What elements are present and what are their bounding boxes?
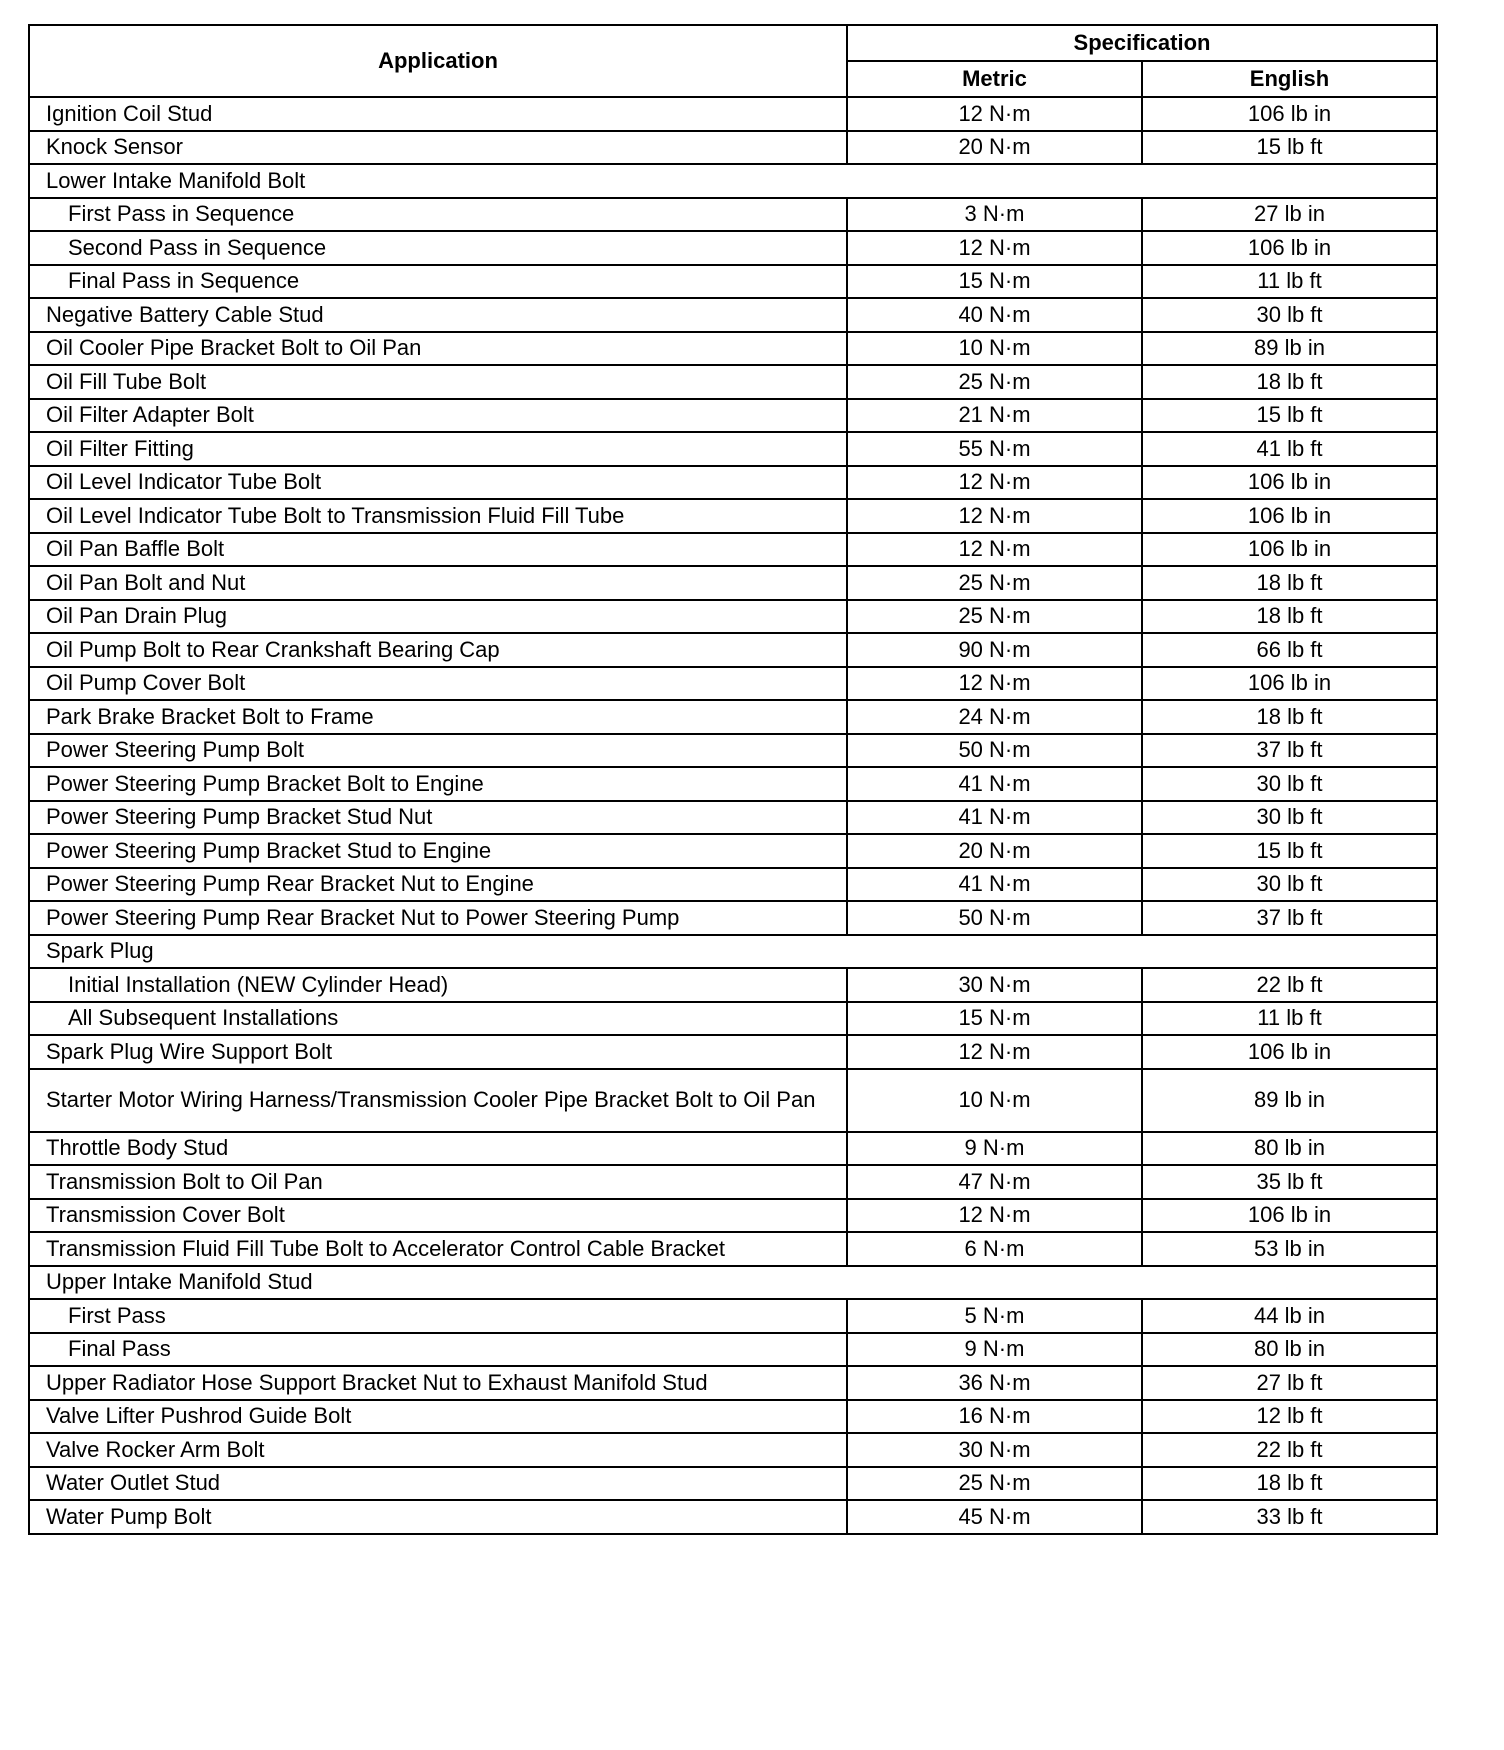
metric-cell: 12 N·m: [847, 231, 1142, 265]
table-row: [29, 499, 1437, 533]
metric-cell: 41 N·m: [847, 868, 1142, 902]
english-cell: 66 lb ft: [1142, 633, 1437, 667]
english-cell: 27 lb ft: [1142, 1366, 1437, 1400]
metric-cell: 40 N·m: [847, 298, 1142, 332]
english-cell: 37 lb ft: [1142, 901, 1437, 935]
table-row: [29, 332, 1437, 366]
english-cell: 30 lb ft: [1142, 767, 1437, 801]
english-cell: 44 lb in: [1142, 1299, 1437, 1333]
table-group-row: [29, 1266, 1437, 1300]
application-cell: Oil Fill Tube Bolt: [29, 365, 847, 399]
specification-header: Specification: [847, 25, 1437, 61]
english-cell: 15 lb ft: [1142, 131, 1437, 165]
application-cell: Oil Pump Cover Bolt: [29, 667, 847, 701]
metric-cell: 25 N·m: [847, 566, 1142, 600]
application-cell: Valve Lifter Pushrod Guide Bolt: [29, 1400, 847, 1434]
application-cell: Final Pass in Sequence: [29, 265, 847, 299]
application-cell: All Subsequent Installations: [29, 1002, 847, 1036]
application-cell: Transmission Fluid Fill Tube Bolt to Accelerator Control Cable Bracket: [29, 1232, 847, 1266]
group-label: Spark Plug: [29, 935, 1437, 969]
application-cell: Oil Level Indicator Tube Bolt: [29, 466, 847, 500]
table-row: [29, 466, 1437, 500]
table-group-row: [29, 935, 1437, 969]
table-row: [29, 968, 1437, 1002]
table-row: [29, 399, 1437, 433]
english-cell: 30 lb ft: [1142, 801, 1437, 835]
metric-cell: 10 N·m: [847, 332, 1142, 366]
application-cell: Ignition Coil Stud: [29, 97, 847, 131]
english-cell: 106 lb in: [1142, 1199, 1437, 1233]
application-cell: Oil Pan Drain Plug: [29, 600, 847, 634]
english-cell: 18 lb ft: [1142, 365, 1437, 399]
english-cell: 30 lb ft: [1142, 298, 1437, 332]
metric-cell: 41 N·m: [847, 767, 1142, 801]
english-cell: 35 lb ft: [1142, 1165, 1437, 1199]
metric-cell: 47 N·m: [847, 1165, 1142, 1199]
table-row: [29, 1002, 1437, 1036]
table-row: [29, 1433, 1437, 1467]
english-cell: 11 lb ft: [1142, 1002, 1437, 1036]
application-cell: Power Steering Pump Rear Bracket Nut to Engine: [29, 868, 847, 902]
application-cell: Throttle Body Stud: [29, 1132, 847, 1166]
english-cell: 18 lb ft: [1142, 566, 1437, 600]
metric-cell: 12 N·m: [847, 533, 1142, 567]
application-cell: Valve Rocker Arm Bolt: [29, 1433, 847, 1467]
table-row: [29, 1232, 1437, 1266]
metric-cell: 41 N·m: [847, 801, 1142, 835]
metric-cell: 90 N·m: [847, 633, 1142, 667]
application-cell: Power Steering Pump Bracket Bolt to Engine: [29, 767, 847, 801]
metric-cell: 25 N·m: [847, 1467, 1142, 1501]
table-row: [29, 1500, 1437, 1534]
metric-cell: 20 N·m: [847, 834, 1142, 868]
table-row: [29, 1467, 1437, 1501]
table-row: [29, 700, 1437, 734]
application-cell: Oil Level Indicator Tube Bolt to Transmission Fluid Fill Tube: [29, 499, 847, 533]
metric-cell: 15 N·m: [847, 265, 1142, 299]
metric-header: Metric: [847, 61, 1142, 97]
application-cell: Water Pump Bolt: [29, 1500, 847, 1534]
application-cell: Upper Radiator Hose Support Bracket Nut to Exhaust Manifold Stud: [29, 1366, 847, 1400]
metric-cell: 12 N·m: [847, 466, 1142, 500]
metric-cell: 36 N·m: [847, 1366, 1142, 1400]
table-row: [29, 365, 1437, 399]
metric-cell: 25 N·m: [847, 365, 1142, 399]
metric-cell: 30 N·m: [847, 1433, 1142, 1467]
english-cell: 41 lb ft: [1142, 432, 1437, 466]
application-cell: Park Brake Bracket Bolt to Frame: [29, 700, 847, 734]
application-cell: Oil Cooler Pipe Bracket Bolt to Oil Pan: [29, 332, 847, 366]
table-row: [29, 198, 1437, 232]
table-row: [29, 633, 1437, 667]
table-row: [29, 801, 1437, 835]
english-cell: 89 lb in: [1142, 332, 1437, 366]
metric-cell: 25 N·m: [847, 600, 1142, 634]
application-cell: Power Steering Pump Rear Bracket Nut to Power Steering Pump: [29, 901, 847, 935]
table-row: [29, 868, 1437, 902]
application-header: Application: [29, 25, 847, 97]
english-cell: 18 lb ft: [1142, 700, 1437, 734]
metric-cell: 50 N·m: [847, 901, 1142, 935]
english-cell: 22 lb ft: [1142, 968, 1437, 1002]
table-row: [29, 734, 1437, 768]
application-cell: Power Steering Pump Bracket Stud to Engine: [29, 834, 847, 868]
table-header: [29, 25, 1437, 97]
english-cell: 22 lb ft: [1142, 1433, 1437, 1467]
metric-cell: 9 N·m: [847, 1132, 1142, 1166]
application-cell: Water Outlet Stud: [29, 1467, 847, 1501]
application-cell: Power Steering Pump Bolt: [29, 734, 847, 768]
table-row: [29, 1333, 1437, 1367]
metric-cell: 5 N·m: [847, 1299, 1142, 1333]
application-cell: Initial Installation (NEW Cylinder Head): [29, 968, 847, 1002]
table-row: [29, 667, 1437, 701]
english-cell: 18 lb ft: [1142, 1467, 1437, 1501]
table-row: [29, 1400, 1437, 1434]
english-cell: 15 lb ft: [1142, 399, 1437, 433]
metric-cell: 12 N·m: [847, 1035, 1142, 1069]
metric-cell: 30 N·m: [847, 968, 1142, 1002]
metric-cell: 12 N·m: [847, 97, 1142, 131]
table-row: [29, 901, 1437, 935]
metric-cell: 24 N·m: [847, 700, 1142, 734]
english-cell: 80 lb in: [1142, 1132, 1437, 1166]
application-cell: Spark Plug Wire Support Bolt: [29, 1035, 847, 1069]
english-cell: 33 lb ft: [1142, 1500, 1437, 1534]
application-cell: Oil Pan Bolt and Nut: [29, 566, 847, 600]
table-row: [29, 1132, 1437, 1166]
application-cell: Transmission Bolt to Oil Pan: [29, 1165, 847, 1199]
torque-specification-table: [28, 24, 1438, 1535]
metric-cell: 6 N·m: [847, 1232, 1142, 1266]
table-row: [29, 265, 1437, 299]
application-cell: Transmission Cover Bolt: [29, 1199, 847, 1233]
metric-cell: 10 N·m: [847, 1069, 1142, 1132]
group-label: Upper Intake Manifold Stud: [29, 1266, 1437, 1300]
table-group-row: [29, 164, 1437, 198]
metric-cell: 3 N·m: [847, 198, 1142, 232]
table-row: [29, 533, 1437, 567]
metric-cell: 45 N·m: [847, 1500, 1142, 1534]
english-cell: 89 lb in: [1142, 1069, 1437, 1132]
application-cell: First Pass in Sequence: [29, 198, 847, 232]
group-label: Lower Intake Manifold Bolt: [29, 164, 1437, 198]
application-cell: Final Pass: [29, 1333, 847, 1367]
metric-cell: 15 N·m: [847, 1002, 1142, 1036]
application-cell: Knock Sensor: [29, 131, 847, 165]
table-row: [29, 1165, 1437, 1199]
english-cell: 106 lb in: [1142, 499, 1437, 533]
metric-cell: 20 N·m: [847, 131, 1142, 165]
application-cell: Negative Battery Cable Stud: [29, 298, 847, 332]
english-cell: 27 lb in: [1142, 198, 1437, 232]
english-header: English: [1142, 61, 1437, 97]
english-cell: 106 lb in: [1142, 466, 1437, 500]
application-cell: Oil Pan Baffle Bolt: [29, 533, 847, 567]
metric-cell: 16 N·m: [847, 1400, 1142, 1434]
english-cell: 106 lb in: [1142, 533, 1437, 567]
english-cell: 15 lb ft: [1142, 834, 1437, 868]
english-cell: 53 lb in: [1142, 1232, 1437, 1266]
metric-cell: 12 N·m: [847, 667, 1142, 701]
table-row: [29, 1035, 1437, 1069]
english-cell: 106 lb in: [1142, 231, 1437, 265]
table-row: [29, 131, 1437, 165]
metric-cell: 9 N·m: [847, 1333, 1142, 1367]
table-row: [29, 600, 1437, 634]
table-body: [29, 97, 1437, 1534]
table-row: [29, 1366, 1437, 1400]
application-cell: Starter Motor Wiring Harness/Transmission Cooler Pipe Bracket Bolt to Oil Pan: [29, 1069, 847, 1132]
table-row: [29, 1299, 1437, 1333]
application-cell: Oil Filter Adapter Bolt: [29, 399, 847, 433]
application-cell: Second Pass in Sequence: [29, 231, 847, 265]
metric-cell: 21 N·m: [847, 399, 1142, 433]
metric-cell: 50 N·m: [847, 734, 1142, 768]
table-row: [29, 767, 1437, 801]
application-cell: Oil Pump Bolt to Rear Crankshaft Bearing Cap: [29, 633, 847, 667]
table-row: [29, 97, 1437, 131]
header-row-top: [29, 25, 1437, 61]
english-cell: 106 lb in: [1142, 97, 1437, 131]
english-cell: 11 lb ft: [1142, 265, 1437, 299]
english-cell: 106 lb in: [1142, 667, 1437, 701]
application-cell: Oil Filter Fitting: [29, 432, 847, 466]
metric-cell: 12 N·m: [847, 499, 1142, 533]
english-cell: 12 lb ft: [1142, 1400, 1437, 1434]
table-row: [29, 432, 1437, 466]
english-cell: 30 lb ft: [1142, 868, 1437, 902]
table-row: [29, 231, 1437, 265]
application-cell: Power Steering Pump Bracket Stud Nut: [29, 801, 847, 835]
english-cell: 106 lb in: [1142, 1035, 1437, 1069]
metric-cell: 12 N·m: [847, 1199, 1142, 1233]
table-row: [29, 1199, 1437, 1233]
table-row: [29, 1069, 1437, 1132]
metric-cell: 55 N·m: [847, 432, 1142, 466]
table-row: [29, 566, 1437, 600]
application-cell: First Pass: [29, 1299, 847, 1333]
table-row: [29, 298, 1437, 332]
english-cell: 80 lb in: [1142, 1333, 1437, 1367]
table-row: [29, 834, 1437, 868]
english-cell: 37 lb ft: [1142, 734, 1437, 768]
english-cell: 18 lb ft: [1142, 600, 1437, 634]
